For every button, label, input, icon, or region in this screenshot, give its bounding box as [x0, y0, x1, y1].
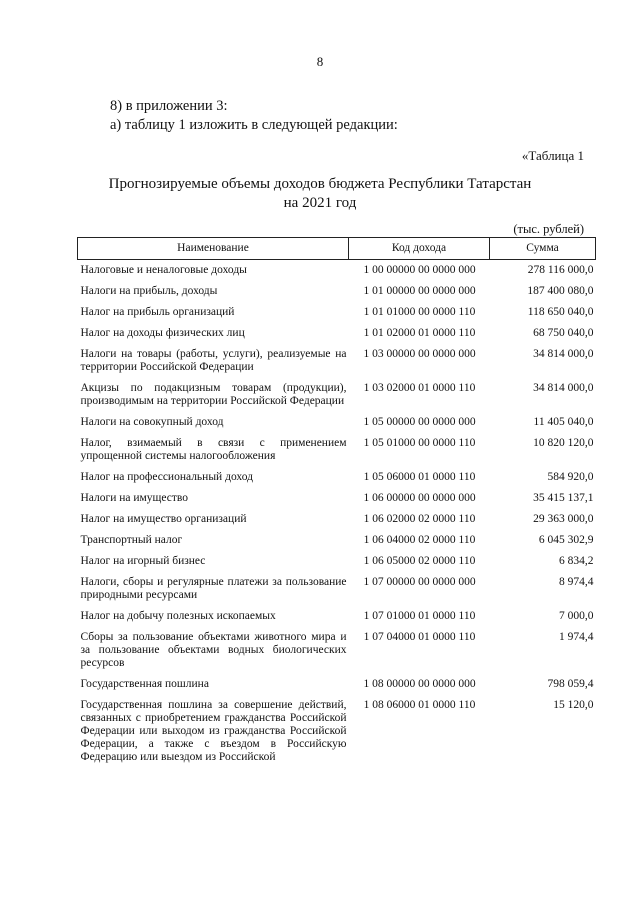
row-name: Акцизы по подакцизным товарам (продукции), производимым на территории Российской Федерации	[80, 382, 347, 407]
table-row	[78, 607, 596, 628]
table-row	[78, 468, 596, 489]
table-row	[78, 260, 596, 283]
table-row	[78, 510, 596, 531]
page-number: 8	[316, 54, 324, 69]
row-code: 1 05 06000 01 0000 110	[363, 471, 476, 483]
row-name: Налоги на прибыль, доходы	[80, 285, 218, 297]
row-name: Государственная пошлина за совершение действий, связанных с приобретением гражданства Российской Федерации или выходом из гражданства Российской Федерации, а также с въездом в Российскую Федерацию или выездом из Российской	[80, 699, 347, 763]
row-code: 1 06 02000 02 0000 110	[363, 513, 476, 525]
unit-label: (тыс. рублей)	[513, 222, 584, 236]
table-row	[78, 696, 596, 769]
row-code: 1 01 01000 00 0000 110	[363, 306, 476, 318]
table-row	[78, 489, 596, 510]
table-row	[78, 303, 596, 324]
intro-line-2: а) таблицу 1 изложить в следующей редакции:	[110, 117, 398, 133]
row-name: Налог на доходы физических лиц	[80, 327, 245, 339]
row-amount: 29 363 000,0	[533, 513, 594, 525]
row-code: 1 03 02000 01 0000 110	[363, 382, 476, 394]
row-code: 1 05 00000 00 0000 000	[363, 416, 476, 428]
row-amount: 118 650 040,0	[527, 306, 594, 318]
header-amount: Сумма	[490, 238, 596, 260]
row-name: Налоги на совокупный доход	[80, 416, 224, 428]
row-code: 1 05 01000 00 0000 110	[363, 437, 476, 449]
row-name: Налоги, сборы и регулярные платежи за пользование природными ресурсами	[80, 576, 347, 601]
table-row	[78, 628, 596, 675]
row-name: Налог на добычу полезных ископаемых	[80, 610, 276, 622]
row-code: 1 06 04000 02 0000 110	[363, 534, 476, 546]
row-name: Налоговые и неналоговые доходы	[80, 264, 247, 276]
intro-line-1: 8) в приложении 3:	[110, 98, 228, 114]
row-name: Налог на игорный бизнес	[80, 555, 206, 567]
row-code: 1 03 00000 00 0000 000	[363, 348, 476, 360]
table-row	[78, 434, 596, 468]
table-body	[78, 260, 596, 770]
row-amount: 34 814 000,0	[533, 382, 594, 394]
row-amount: 187 400 080,0	[527, 285, 594, 297]
table-row	[78, 675, 596, 696]
row-code: 1 01 02000 01 0000 110	[363, 327, 476, 339]
header-name: Наименование	[78, 238, 349, 260]
table-row	[78, 552, 596, 573]
table-header-row	[78, 238, 596, 260]
row-code: 1 06 05000 02 0000 110	[363, 555, 476, 567]
document-title	[0, 175, 640, 213]
row-name: Налоги на товары (работы, услуги), реализуемые на территории Российской Федерации	[80, 348, 347, 373]
row-code: 1 01 00000 00 0000 000	[363, 285, 476, 297]
title-line-1: Прогнозируемые объемы доходов бюджета Республики Татарстан	[108, 176, 532, 192]
row-amount: 11 405 040,0	[533, 416, 594, 428]
row-amount: 6 834,2	[559, 555, 594, 567]
row-name: Налоги на имущество	[80, 492, 189, 504]
table-row	[78, 573, 596, 607]
row-name: Государственная пошлина	[80, 678, 209, 690]
row-code: 1 07 01000 01 0000 110	[363, 610, 476, 622]
row-amount: 34 814 000,0	[533, 348, 594, 360]
row-name: Сборы за пользование объектами животного мира и за пользование объектами водных биологических ресурсов	[80, 631, 347, 669]
table-row	[78, 345, 596, 379]
table-row	[78, 379, 596, 413]
row-amount: 8 974,4	[559, 576, 594, 588]
title-line-2: на 2021 год	[283, 195, 357, 211]
row-code: 1 06 00000 00 0000 000	[363, 492, 476, 504]
header-code: Код дохода	[349, 238, 490, 260]
row-code: 1 07 04000 01 0000 110	[363, 631, 476, 643]
row-amount: 584 920,0	[547, 471, 594, 483]
row-name: Налог на прибыль организаций	[80, 306, 235, 318]
row-amount: 10 820 120,0	[533, 437, 594, 449]
revenue-table	[77, 237, 596, 769]
table-row	[78, 324, 596, 345]
row-code: 1 07 00000 00 0000 000	[363, 576, 476, 588]
table-row	[78, 413, 596, 434]
row-name: Налог на профессиональный доход	[80, 471, 253, 483]
row-code: 1 00 00000 00 0000 000	[363, 264, 476, 276]
row-code: 1 08 00000 00 0000 000	[363, 678, 476, 690]
row-code: 1 08 06000 01 0000 110	[363, 699, 476, 711]
row-amount: 278 116 000,0	[527, 264, 594, 276]
table-row	[78, 282, 596, 303]
table-row	[78, 531, 596, 552]
row-amount: 798 059,4	[547, 678, 594, 690]
row-amount: 7 000,0	[559, 610, 594, 622]
row-name: Налог на имущество организаций	[80, 513, 247, 525]
row-amount: 6 045 302,9	[538, 534, 594, 546]
row-amount: 35 415 137,1	[533, 492, 594, 504]
row-name: Транспортный налог	[80, 534, 183, 546]
row-amount: 68 750 040,0	[533, 327, 594, 339]
row-amount: 15 120,0	[553, 699, 594, 711]
row-amount: 1 974,4	[559, 631, 594, 643]
row-name: Налог, взимаемый в связи с применением упрощенной системы налогообложения	[80, 437, 347, 462]
table-label: «Таблица 1	[521, 148, 584, 163]
